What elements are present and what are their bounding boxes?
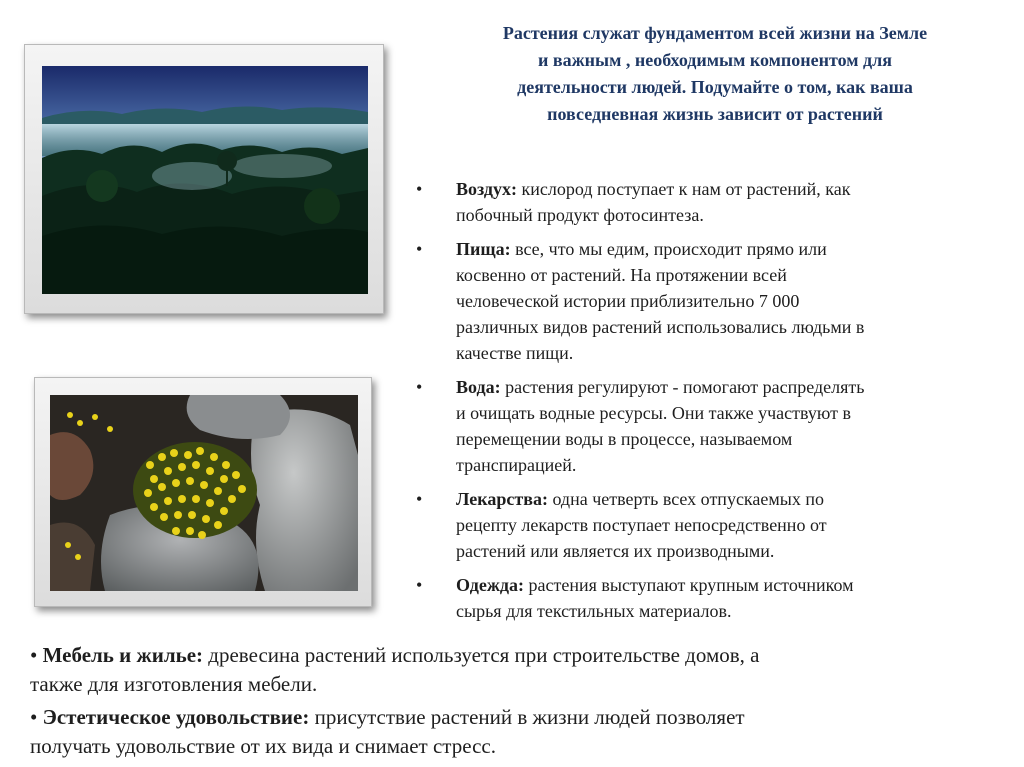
bullet-line: человеческой истории приблизительно 7 000 bbox=[456, 291, 800, 311]
bullet-line: различных видов растений использовались людьми в bbox=[456, 317, 865, 337]
bullet-line: растений или является их производными. bbox=[456, 541, 775, 561]
bullet-dot: • bbox=[416, 377, 423, 397]
bullet-text: кислород поступает к нам от растений, как bbox=[517, 179, 851, 199]
bullet-food bbox=[416, 236, 996, 366]
bullet-line bbox=[456, 236, 996, 262]
bullet-dot: • bbox=[416, 575, 423, 595]
heading-line: повседневная жизнь зависит от растений bbox=[547, 104, 883, 124]
bullet-clothing bbox=[416, 572, 996, 624]
bottom-line: получать удовольствие от их вида и снимает стресс. bbox=[30, 734, 496, 758]
bullet-line: и очищать водные ресурсы. Они также участвуют в bbox=[456, 403, 851, 423]
bullet-air bbox=[416, 176, 996, 228]
bullet-term: Воздух: bbox=[456, 179, 518, 199]
yellow-flowers-on-rocks-photo bbox=[50, 395, 358, 591]
bottom-list bbox=[30, 641, 1010, 765]
bullet-term: Лекарства: bbox=[456, 489, 548, 509]
bullet-line: побочный продукт фотосинтеза. bbox=[456, 205, 704, 225]
bullet-list bbox=[416, 176, 996, 632]
bottom-term: Эстетическое удовольствие: bbox=[42, 705, 310, 729]
bullet-dot: • bbox=[30, 643, 43, 667]
bottom-line bbox=[30, 703, 1010, 732]
bottom-item-aesthetic bbox=[30, 703, 1010, 761]
bottom-term: Мебель и жилье: bbox=[42, 643, 204, 667]
bullet-term: Одежда: bbox=[456, 575, 525, 595]
bullet-line: качестве пищи. bbox=[456, 343, 574, 363]
bullet-line bbox=[456, 374, 996, 400]
forest-photo-frame bbox=[24, 44, 384, 314]
bullet-term: Вода: bbox=[456, 377, 501, 397]
heading-line: и важным , необходимым компонентом для bbox=[538, 50, 892, 70]
bottom-line: также для изготовления мебели. bbox=[30, 672, 318, 696]
bullet-text: все, что мы едим, происходит прямо или bbox=[510, 239, 827, 259]
bullet-water bbox=[416, 374, 996, 478]
flowers-photo-frame bbox=[34, 377, 372, 607]
bullet-line: транспирацией. bbox=[456, 455, 577, 475]
flowers-image bbox=[50, 395, 358, 591]
bullet-line bbox=[456, 572, 996, 598]
bullet-text: одна четверть всех отпускаемых по bbox=[547, 489, 825, 509]
bullet-dot: • bbox=[416, 489, 423, 509]
heading-line: Растения служат фундаментом всей жизни на Земле bbox=[502, 23, 928, 43]
bottom-text: древесина растений используется при строительстве домов, а bbox=[203, 643, 760, 667]
bullet-line: сырья для текстильных материалов. bbox=[456, 601, 732, 621]
heading-line: деятельности людей. Подумайте о том, как ваша bbox=[517, 77, 913, 97]
rainforest-image bbox=[42, 66, 368, 294]
bottom-text: присутствие растений в жизни людей позволяет bbox=[309, 705, 745, 729]
bullet-line: косвенно от растений. На протяжении всей bbox=[456, 265, 787, 285]
bullet-text: растения регулируют - помогают распределять bbox=[500, 377, 865, 397]
bottom-line bbox=[30, 641, 1010, 670]
bullet-dot: • bbox=[416, 179, 423, 199]
misty-rainforest-photo bbox=[42, 66, 368, 294]
bullet-medicine bbox=[416, 486, 996, 564]
bullet-line bbox=[456, 176, 996, 202]
bullet-line: рецепту лекарств поступает непосредственно от bbox=[456, 515, 827, 535]
bullet-dot: • bbox=[416, 239, 423, 259]
bullet-dot: • bbox=[30, 705, 43, 729]
bullet-text: растения выступают крупным источником bbox=[524, 575, 854, 595]
bullet-term: Пища: bbox=[456, 239, 511, 259]
bullet-line: перемещении воды в процессе, называемом bbox=[456, 429, 793, 449]
bullet-line bbox=[456, 486, 996, 512]
bottom-item-furniture bbox=[30, 641, 1010, 699]
slide-heading bbox=[426, 20, 1004, 128]
